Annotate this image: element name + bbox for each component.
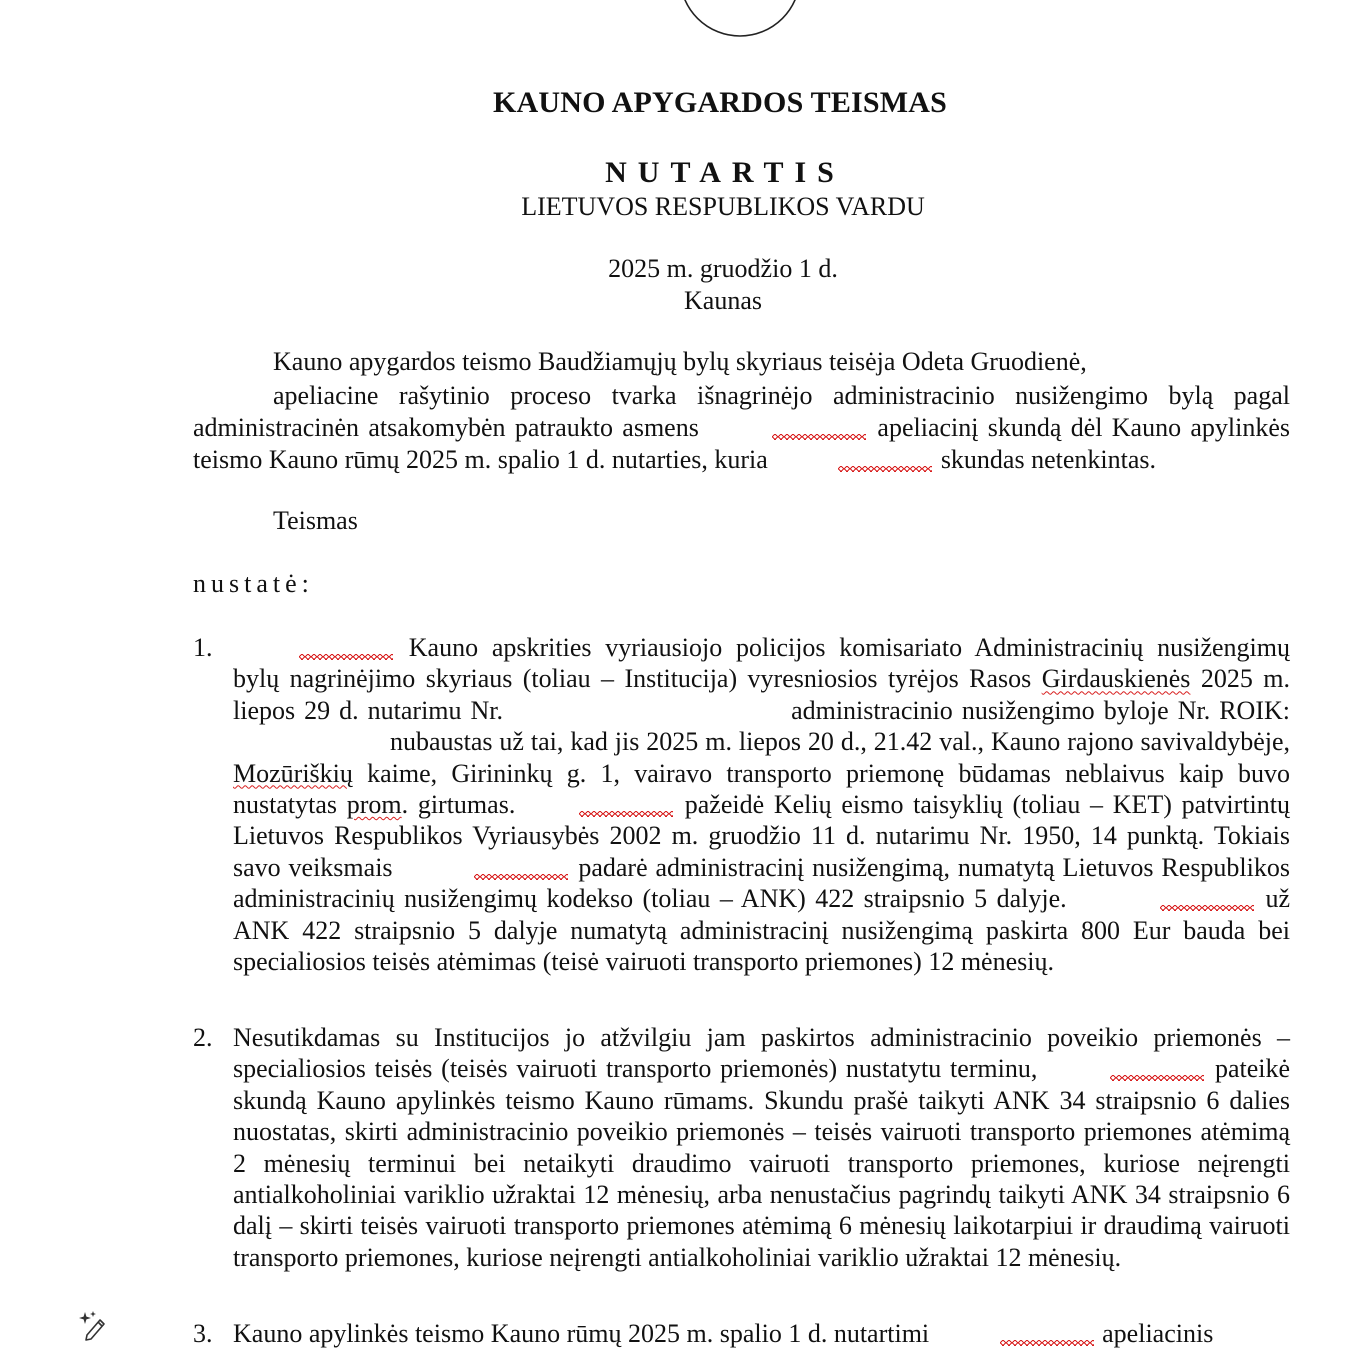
redacted-name xyxy=(1046,1057,1206,1077)
coat-of-arms-seal xyxy=(676,0,804,48)
redacted-name xyxy=(400,856,570,876)
ai-pen-sparkle-icon[interactable] xyxy=(78,1308,112,1342)
redacted-name xyxy=(233,730,383,750)
list-item xyxy=(193,1022,1290,1273)
document-type: NUTARTIS xyxy=(605,156,845,189)
document-date: 2025 m. gruodžio 1 d. xyxy=(608,254,838,283)
redacted-name xyxy=(936,1322,1096,1342)
list-item-number: 1. xyxy=(193,633,213,662)
label-teismas: Teismas xyxy=(273,506,358,535)
list-item-number: 3. xyxy=(193,1319,213,1348)
redacted-name xyxy=(233,636,395,656)
list-item-text: Kauno apskrities vyriausiojo policijos komisariato Administracinių nusižengimų bylų nagrinėjimo skyriaus (toliau – Institucija) vyresniosios tyrėjos Rasos Girdauskienės 2025 m. liepos 29 d. nutarimu Nr. administracinio nusižengimo byloje Nr. ROIK: nubaustas už tai, kad jis 2025 m. liepos 20 d., 21.42 val., Kauno rajono savivaldybėje, Mozūriškių kaime, Girininkų g. 1, vairavo transporto priemonę būdamas neblaivus kaip buvo nustatytas prom. girtumas. pažeidė Kelių eismo taisyklių (toliau – KET) patvirtintų Lietuvos Respublikos Vyriausybės 2002 m. gruodžio 11 d. nutarimu Nr. 1950, 14 punktą. Tokiais savo veiksmais padarė administracinį nusižengimą, numatytą Lietuvos Respublikos administracinių nusižengimų kodekso (toliau – ANK) 422 straipsnio 5 dalyje. už ANK 422 straipsnio 5 dalyje numatytą administracinį nusižengimą paskirta 800 Eur bauda bei specialiosios teisės atėmimas (teisė vairuoti transporto priemones) 12 mėnesių. xyxy=(233,633,1291,977)
redacted-name xyxy=(1076,887,1256,907)
list-item xyxy=(193,1318,1290,1349)
label-nustate: nustatė: xyxy=(193,569,314,598)
list-item-text: Kauno apylinkės teismo Kauno rūmų 2025 m. spalio 1 d. nutartimi apeliacinis xyxy=(233,1319,1214,1348)
redacted-name xyxy=(525,793,675,813)
document-subtitle: LIETUVOS RESPUBLIKOS VARDU xyxy=(521,192,925,221)
intro-case: apeliacine rašytinio proceso tvarka išnagrinėjo administracinio nusižengimo bylą pagal administracinėn atsakomybėn patraukto asmens apeliacinį skundą dėl Kauno apylinkės teismo Kauno rūmų 2025 m. spalio 1 d. nutarties, kuria skundas netenkintas. xyxy=(193,381,1291,474)
redacted-name xyxy=(774,448,934,468)
redacted-number xyxy=(512,699,782,719)
document-place: Kaunas xyxy=(684,286,762,315)
court-name: KAUNO APYGARDOS TEISMAS xyxy=(492,86,948,119)
list-item-text: Nesutikdamas su Institucijos jo atžvilgiu jam paskirtos administracinio poveikio priemonės – specialiosios teisės (teisės vairuoti transporto priemonės) nustatytu terminu, pateikė skundą Kauno apylinkės teismo Kauno rūmams. Skundu prašė taikyti ANK 34 straipsnio 6 dalies nuostatas, skirti administracinio poveikio priemonės – teisės vairuoti transporto priemones atėmimą 2 mėnesių terminui bei netaikyti draudimo vairuoti transporto priemones, kuriose neįrengti antialkoholiniai variklio užraktai 12 mėnesių, arba nenustačius pagrindų taikyti ANK 34 straipsnio 6 dalį – skirti teisės vairuoti transporto priemones atėmimą 6 mėnesių laikotarpiui ir draudimą vairuoti transporto priemones, kuriose neįrengti antialkoholiniai variklio užraktai 12 mėnesių. xyxy=(233,1023,1291,1272)
list-item xyxy=(193,632,1290,977)
redacted-name xyxy=(708,416,868,436)
list-item-number: 2. xyxy=(193,1023,213,1052)
intro-judge: Kauno apygardos teismo Baudžiamųjų bylų skyriaus teisėja Odeta Gruodienė, xyxy=(273,347,1087,376)
